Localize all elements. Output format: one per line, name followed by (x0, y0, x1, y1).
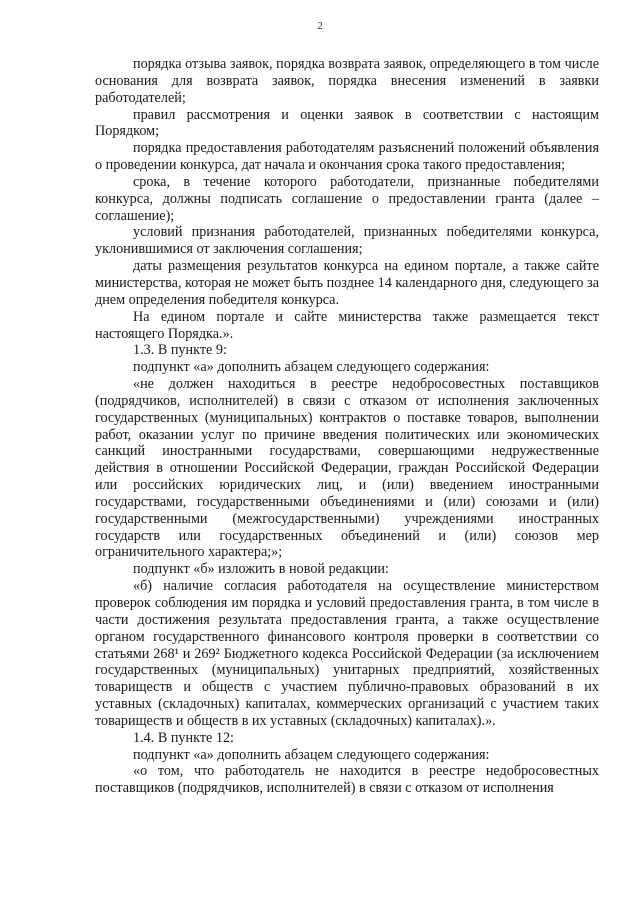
paragraph: подпункт «а» дополнить абзацем следующего содержания: (133, 746, 490, 763)
document-body (95, 56, 599, 797)
paragraph: условий признания работодателей, признанных победителями конкурса, уклонившимися от заключения соглашения; (95, 224, 599, 258)
paragraph: порядка отзыва заявок, порядка возврата заявок, определяющего в том числе основания для возврата заявок, порядка внесения изменений в заявки работодателей; (95, 56, 599, 106)
paragraph: подпункт «б» изложить в новой редакции: (133, 561, 389, 578)
paragraph: подпункт «а» дополнить абзацем следующего содержания: (133, 359, 490, 376)
paragraph: «о том, что работодатель не находится в реестре недобросовестных поставщиков (подрядчиков, исполнителей) в связи с отказом от исполнения (95, 763, 599, 797)
paragraph: «не должен находиться в реестре недобросовестных поставщиков (подрядчиков, исполнителей) в связи с отказом от исполнения заключенных государственных (муниципальных) контрактов о поставке товаров, выполнении работ, оказании услуг по причине введения политических или экономических санкций иностранными государствами, совершающими недружественные действия в отношении Российской Федерации, граждан Российской Федерации или российских юридических лиц, и (или) введением иностранными государствами, государственными объединениями и (или) союзами и (или) государственными (межгосударственными) учреждениями иностранных государств или государственных объединений и (или) союзов мер ограничительного характера;»; (95, 376, 599, 561)
paragraph: На едином портале и сайте министерства также размещается текст настоящего Порядка.». (95, 308, 599, 342)
paragraph: «б) наличие согласия работодателя на осуществление министерством проверок соблюдения им порядка и условий предоставления гранта, в том числе в части достижения результата предоставления гранта, а также осуществление органом государственного финансового контроля проверки в соответствии со статьями 268¹ и 269² Бюджетного кодекса Российской Федерации (за исключением государственных (муниципальных) унитарных предприятий, хозяйственных товариществ и обществ с участием публично-правовых образований в их уставных (складочных) капиталах, коммерческих организаций с участием таких товариществ и обществ в их уставных (складочных) капиталах).». (95, 578, 599, 729)
paragraph: даты размещения результатов конкурса на едином портале, а также сайте министерства, которая не может быть позднее 14 календарного дня, следующего за днем определения победителя конкурса. (95, 258, 599, 308)
page-number: 2 (317, 20, 323, 32)
section-heading: 1.4. В пункте 12: (133, 729, 234, 746)
paragraph: срока, в течение которого работодатели, признанные победителями конкурса, должны подписать соглашение о предоставлении гранта (далее – соглашение); (95, 173, 599, 224)
paragraph: порядка предоставления работодателям разъяснений положений объявления о проведении конкурса, дат начала и окончания срока такого предоставления; (95, 140, 599, 174)
section-heading: 1.3. В пункте 9: (133, 342, 227, 359)
paragraph: правил рассмотрения и оценки заявок в соответствии с настоящим Порядком; (95, 106, 599, 140)
